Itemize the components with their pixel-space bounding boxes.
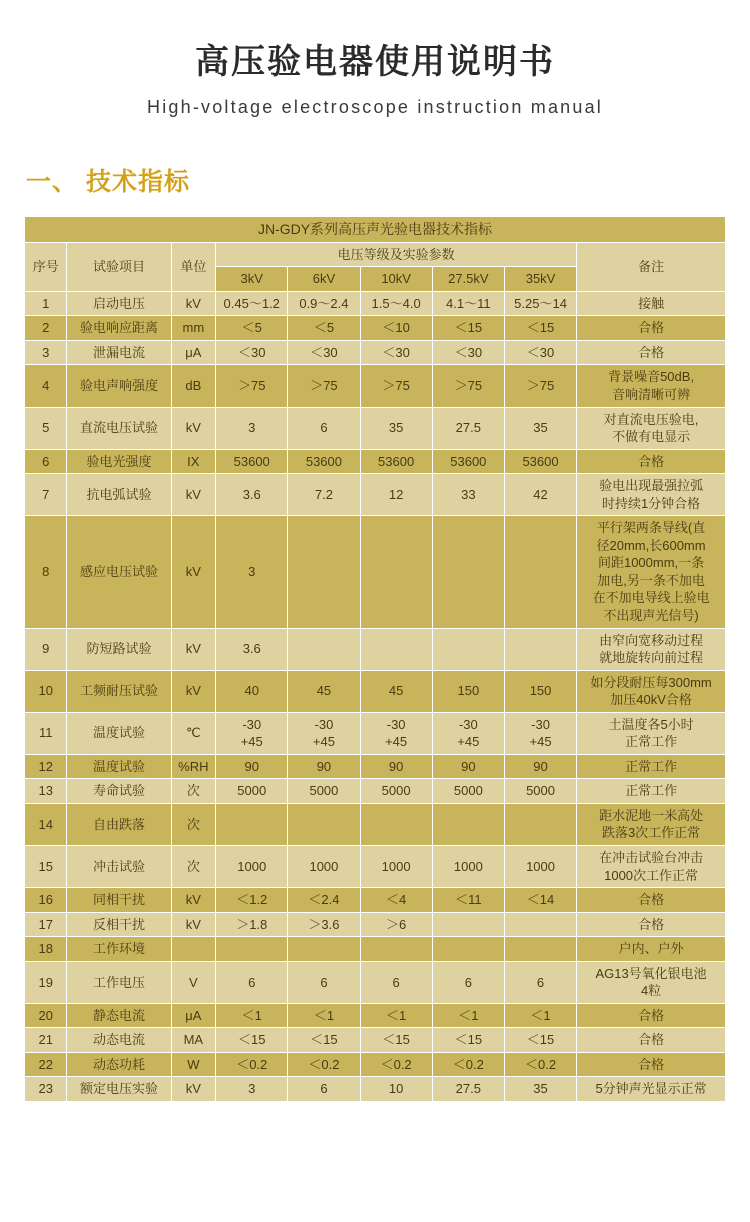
cell-value-1 <box>216 937 288 962</box>
table-row <box>25 365 726 407</box>
cell-value-4: -30 +45 <box>432 712 504 754</box>
cell-index: 11 <box>25 712 67 754</box>
cell-index: 15 <box>25 846 67 888</box>
title-block <box>0 0 750 118</box>
cell-value-3: 12 <box>360 474 432 516</box>
cell-value-1: ＜1 <box>216 1003 288 1028</box>
cell-value-2: 53600 <box>288 449 360 474</box>
cell-value-4 <box>432 516 504 628</box>
cell-value-4 <box>432 803 504 845</box>
cell-item: 寿命试验 <box>67 779 171 804</box>
cell-index: 23 <box>25 1077 67 1102</box>
cell-note: 验电出现最强拉弧 时持续1分钟合格 <box>577 474 726 516</box>
cell-index: 18 <box>25 937 67 962</box>
cell-value-5 <box>504 937 576 962</box>
cell-value-2: 90 <box>288 754 360 779</box>
cell-value-3 <box>360 803 432 845</box>
cell-value-1: ＞75 <box>216 365 288 407</box>
cell-unit: 次 <box>171 779 216 804</box>
cell-index: 22 <box>25 1052 67 1077</box>
cell-value-5: 5000 <box>504 779 576 804</box>
table-row <box>25 291 726 316</box>
cell-index: 3 <box>25 340 67 365</box>
cell-value-5: ＜14 <box>504 888 576 913</box>
cell-item: 验电声响强度 <box>67 365 171 407</box>
cell-value-3 <box>360 516 432 628</box>
cell-value-2: 5000 <box>288 779 360 804</box>
cell-note: 合格 <box>577 449 726 474</box>
cell-value-3 <box>360 628 432 670</box>
cell-value-2: ＞3.6 <box>288 912 360 937</box>
cell-value-3: ＞6 <box>360 912 432 937</box>
cell-value-1: ＞1.8 <box>216 912 288 937</box>
cell-value-4: 4.1～11 <box>432 291 504 316</box>
cell-value-4: 27.5 <box>432 1077 504 1102</box>
cell-value-5: 35 <box>504 407 576 449</box>
table-row <box>25 670 726 712</box>
cell-item: 工作环境 <box>67 937 171 962</box>
cell-value-3: ＜0.2 <box>360 1052 432 1077</box>
cell-value-2: 6 <box>288 407 360 449</box>
table-row <box>25 912 726 937</box>
cell-value-2 <box>288 803 360 845</box>
column-header-group: 电压等级及实验参数 <box>216 242 577 267</box>
cell-index: 19 <box>25 961 67 1003</box>
cell-unit: kV <box>171 1077 216 1102</box>
table-row <box>25 712 726 754</box>
table-row <box>25 516 726 628</box>
cell-value-3: 6 <box>360 961 432 1003</box>
cell-index: 12 <box>25 754 67 779</box>
cell-value-3: ＜15 <box>360 1028 432 1053</box>
cell-note: 平行架两条导线(直 径20mm,长600mm 间距1000mm,一条 加电,另一条不加电 在不加电导线上验电 不出现声光信号) <box>577 516 726 628</box>
cell-value-2 <box>288 628 360 670</box>
cell-value-5 <box>504 803 576 845</box>
cell-unit: mm <box>171 316 216 341</box>
cell-value-4: 5000 <box>432 779 504 804</box>
cell-index: 14 <box>25 803 67 845</box>
cell-value-5: 5.25～14 <box>504 291 576 316</box>
table-row <box>25 1028 726 1053</box>
cell-item: 泄漏电流 <box>67 340 171 365</box>
cell-value-3: 90 <box>360 754 432 779</box>
cell-unit: V <box>171 961 216 1003</box>
cell-value-5: ＜15 <box>504 316 576 341</box>
cell-item: 动态电流 <box>67 1028 171 1053</box>
cell-note: 对直流电压验电, 不做有电显示 <box>577 407 726 449</box>
cell-value-5: ＞75 <box>504 365 576 407</box>
cell-value-2: ＜15 <box>288 1028 360 1053</box>
cell-value-4: ＞75 <box>432 365 504 407</box>
cell-value-3: 45 <box>360 670 432 712</box>
cell-unit: MA <box>171 1028 216 1053</box>
cell-value-1: ＜0.2 <box>216 1052 288 1077</box>
cell-value-5: 42 <box>504 474 576 516</box>
column-header-index: 序号 <box>25 242 67 291</box>
cell-value-1: 3 <box>216 1077 288 1102</box>
cell-value-1: 90 <box>216 754 288 779</box>
section-heading: 一、 技术指标 <box>26 167 190 196</box>
table-caption-row <box>25 216 726 242</box>
cell-note: 合格 <box>577 340 726 365</box>
cell-value-4 <box>432 912 504 937</box>
cell-value-5: ＜30 <box>504 340 576 365</box>
cell-index: 20 <box>25 1003 67 1028</box>
table-row <box>25 407 726 449</box>
cell-index: 1 <box>25 291 67 316</box>
page-title: 高压验电器使用说明书 <box>195 43 555 81</box>
cell-value-1: ＜5 <box>216 316 288 341</box>
cell-value-5 <box>504 628 576 670</box>
cell-note: 合格 <box>577 1003 726 1028</box>
table-row <box>25 803 726 845</box>
cell-value-2: ＜30 <box>288 340 360 365</box>
cell-value-2: ＜2.4 <box>288 888 360 913</box>
spec-table <box>24 216 726 1102</box>
cell-value-4: ＜15 <box>432 1028 504 1053</box>
cell-item: 工作电压 <box>67 961 171 1003</box>
cell-unit: μA <box>171 340 216 365</box>
column-header-level-4: 27.5kV <box>432 267 504 292</box>
cell-item: 工频耐压试验 <box>67 670 171 712</box>
cell-index: 16 <box>25 888 67 913</box>
cell-value-5: 90 <box>504 754 576 779</box>
cell-value-1 <box>216 803 288 845</box>
cell-value-5: ＜0.2 <box>504 1052 576 1077</box>
cell-value-3: 10 <box>360 1077 432 1102</box>
cell-unit: dB <box>171 365 216 407</box>
cell-unit: W <box>171 1052 216 1077</box>
table-row <box>25 316 726 341</box>
column-header-level-5: 35kV <box>504 267 576 292</box>
cell-value-1: ＜30 <box>216 340 288 365</box>
cell-value-2 <box>288 516 360 628</box>
cell-index: 17 <box>25 912 67 937</box>
cell-note: 合格 <box>577 1028 726 1053</box>
cell-value-4: ＜1 <box>432 1003 504 1028</box>
cell-index: 4 <box>25 365 67 407</box>
column-header-item: 试验项目 <box>67 242 171 291</box>
cell-value-2: 6 <box>288 1077 360 1102</box>
cell-value-2 <box>288 937 360 962</box>
table-row <box>25 754 726 779</box>
column-header-unit: 单位 <box>171 242 216 291</box>
cell-unit: kV <box>171 670 216 712</box>
cell-unit: kV <box>171 407 216 449</box>
cell-value-2: ＜1 <box>288 1003 360 1028</box>
cell-value-5: 35 <box>504 1077 576 1102</box>
cell-unit: kV <box>171 912 216 937</box>
cell-value-3: ＜30 <box>360 340 432 365</box>
cell-note: 合格 <box>577 316 726 341</box>
page-subtitle: High-voltage electroscope instruction manual <box>147 96 603 117</box>
cell-item: 冲击试验 <box>67 846 171 888</box>
cell-index: 9 <box>25 628 67 670</box>
cell-value-2: -30 +45 <box>288 712 360 754</box>
cell-item: 自由跌落 <box>67 803 171 845</box>
cell-item: 抗电弧试验 <box>67 474 171 516</box>
cell-value-3 <box>360 937 432 962</box>
cell-value-3: 5000 <box>360 779 432 804</box>
cell-value-3: 1.5～4.0 <box>360 291 432 316</box>
cell-item: 温度试验 <box>67 712 171 754</box>
cell-value-3: -30 +45 <box>360 712 432 754</box>
cell-value-1: -30 +45 <box>216 712 288 754</box>
cell-item: 动态功耗 <box>67 1052 171 1077</box>
cell-value-1: 3 <box>216 516 288 628</box>
cell-item: 验电光强度 <box>67 449 171 474</box>
table-header-row-1 <box>25 242 726 267</box>
cell-item: 反相干扰 <box>67 912 171 937</box>
cell-value-4: ＜30 <box>432 340 504 365</box>
cell-index: 6 <box>25 449 67 474</box>
cell-item: 直流电压试验 <box>67 407 171 449</box>
cell-value-5: 53600 <box>504 449 576 474</box>
cell-item: 启动电压 <box>67 291 171 316</box>
cell-value-1: 5000 <box>216 779 288 804</box>
cell-unit: kV <box>171 516 216 628</box>
cell-value-2: 45 <box>288 670 360 712</box>
cell-value-4: 1000 <box>432 846 504 888</box>
cell-value-2: 1000 <box>288 846 360 888</box>
cell-value-1: 40 <box>216 670 288 712</box>
cell-note: 合格 <box>577 912 726 937</box>
table-row <box>25 1052 726 1077</box>
cell-value-5: 150 <box>504 670 576 712</box>
table-row <box>25 846 726 888</box>
cell-note: 合格 <box>577 1052 726 1077</box>
cell-note: 户内、户外 <box>577 937 726 962</box>
cell-value-5: ＜15 <box>504 1028 576 1053</box>
cell-value-4: 6 <box>432 961 504 1003</box>
cell-value-1: 1000 <box>216 846 288 888</box>
cell-note: 接触 <box>577 291 726 316</box>
cell-index: 7 <box>25 474 67 516</box>
cell-value-1: ＜15 <box>216 1028 288 1053</box>
cell-value-2: 7.2 <box>288 474 360 516</box>
cell-unit: kV <box>171 628 216 670</box>
cell-unit: IX <box>171 449 216 474</box>
cell-note: 5分钟声光显示正常 <box>577 1077 726 1102</box>
cell-value-5: 1000 <box>504 846 576 888</box>
cell-value-2: 0.9～2.4 <box>288 291 360 316</box>
cell-unit <box>171 937 216 962</box>
cell-value-5: ＜1 <box>504 1003 576 1028</box>
cell-value-1: 3.6 <box>216 628 288 670</box>
cell-value-1: 6 <box>216 961 288 1003</box>
cell-value-4: 150 <box>432 670 504 712</box>
cell-index: 13 <box>25 779 67 804</box>
cell-value-5: -30 +45 <box>504 712 576 754</box>
cell-unit: 次 <box>171 803 216 845</box>
cell-value-1: 0.45～1.2 <box>216 291 288 316</box>
cell-index: 21 <box>25 1028 67 1053</box>
table-row <box>25 888 726 913</box>
cell-note: 距水泥地一米高处 跌落3次工作正常 <box>577 803 726 845</box>
cell-value-3: 1000 <box>360 846 432 888</box>
cell-note: 由窄向宽移动过程 就地旋转向前过程 <box>577 628 726 670</box>
cell-unit: 次 <box>171 846 216 888</box>
cell-index: 10 <box>25 670 67 712</box>
cell-note: 正常工作 <box>577 754 726 779</box>
cell-value-4 <box>432 628 504 670</box>
cell-value-1: ＜1.2 <box>216 888 288 913</box>
column-header-level-3: 10kV <box>360 267 432 292</box>
cell-value-1: 3 <box>216 407 288 449</box>
cell-value-2: ＞75 <box>288 365 360 407</box>
table-row <box>25 961 726 1003</box>
cell-unit: %RH <box>171 754 216 779</box>
cell-value-4: 33 <box>432 474 504 516</box>
cell-value-4 <box>432 937 504 962</box>
cell-unit: μA <box>171 1003 216 1028</box>
cell-value-2: 6 <box>288 961 360 1003</box>
cell-item: 额定电压实验 <box>67 1077 171 1102</box>
column-header-level-2: 6kV <box>288 267 360 292</box>
cell-unit: kV <box>171 888 216 913</box>
cell-value-4: ＜0.2 <box>432 1052 504 1077</box>
cell-index: 5 <box>25 407 67 449</box>
cell-value-3: 53600 <box>360 449 432 474</box>
spec-table-wrapper <box>24 216 726 1102</box>
cell-index: 8 <box>25 516 67 628</box>
cell-note: AG13号氧化银电池 4粒 <box>577 961 726 1003</box>
cell-value-5 <box>504 516 576 628</box>
cell-note: 合格 <box>577 888 726 913</box>
cell-item: 防短路试验 <box>67 628 171 670</box>
cell-note: 土温度各5小时 正常工作 <box>577 712 726 754</box>
table-row <box>25 474 726 516</box>
cell-value-3: 35 <box>360 407 432 449</box>
cell-value-4: ＜15 <box>432 316 504 341</box>
cell-item: 感应电压试验 <box>67 516 171 628</box>
cell-note: 如分段耐压每300mm 加压40kV合格 <box>577 670 726 712</box>
column-header-note: 备注 <box>577 242 726 291</box>
cell-unit: kV <box>171 474 216 516</box>
cell-value-5 <box>504 912 576 937</box>
table-row <box>25 628 726 670</box>
cell-value-2: ＜0.2 <box>288 1052 360 1077</box>
cell-value-3: ＞75 <box>360 365 432 407</box>
cell-note: 背景噪音50dB, 音响清晰可辨 <box>577 365 726 407</box>
cell-value-4: 53600 <box>432 449 504 474</box>
cell-item: 温度试验 <box>67 754 171 779</box>
cell-value-3: ＜1 <box>360 1003 432 1028</box>
cell-value-3: ＜4 <box>360 888 432 913</box>
cell-value-4: 27.5 <box>432 407 504 449</box>
cell-index: 2 <box>25 316 67 341</box>
table-row <box>25 779 726 804</box>
cell-note: 在冲击试验台冲击 1000次工作正常 <box>577 846 726 888</box>
cell-value-2: ＜5 <box>288 316 360 341</box>
cell-item: 静态电流 <box>67 1003 171 1028</box>
cell-value-4: 90 <box>432 754 504 779</box>
cell-value-3: ＜10 <box>360 316 432 341</box>
column-header-level-1: 3kV <box>216 267 288 292</box>
table-row <box>25 1077 726 1102</box>
cell-item: 验电响应距离 <box>67 316 171 341</box>
table-row <box>25 449 726 474</box>
table-row <box>25 937 726 962</box>
table-row <box>25 1003 726 1028</box>
cell-value-1: 3.6 <box>216 474 288 516</box>
cell-unit: ℃ <box>171 712 216 754</box>
cell-note: 正常工作 <box>577 779 726 804</box>
cell-value-5: 6 <box>504 961 576 1003</box>
table-row <box>25 340 726 365</box>
cell-unit: kV <box>171 291 216 316</box>
cell-item: 同相干扰 <box>67 888 171 913</box>
cell-value-4: ＜11 <box>432 888 504 913</box>
cell-value-1: 53600 <box>216 449 288 474</box>
table-caption: JN-GDY系列高压声光验电器技术指标 <box>25 216 726 242</box>
